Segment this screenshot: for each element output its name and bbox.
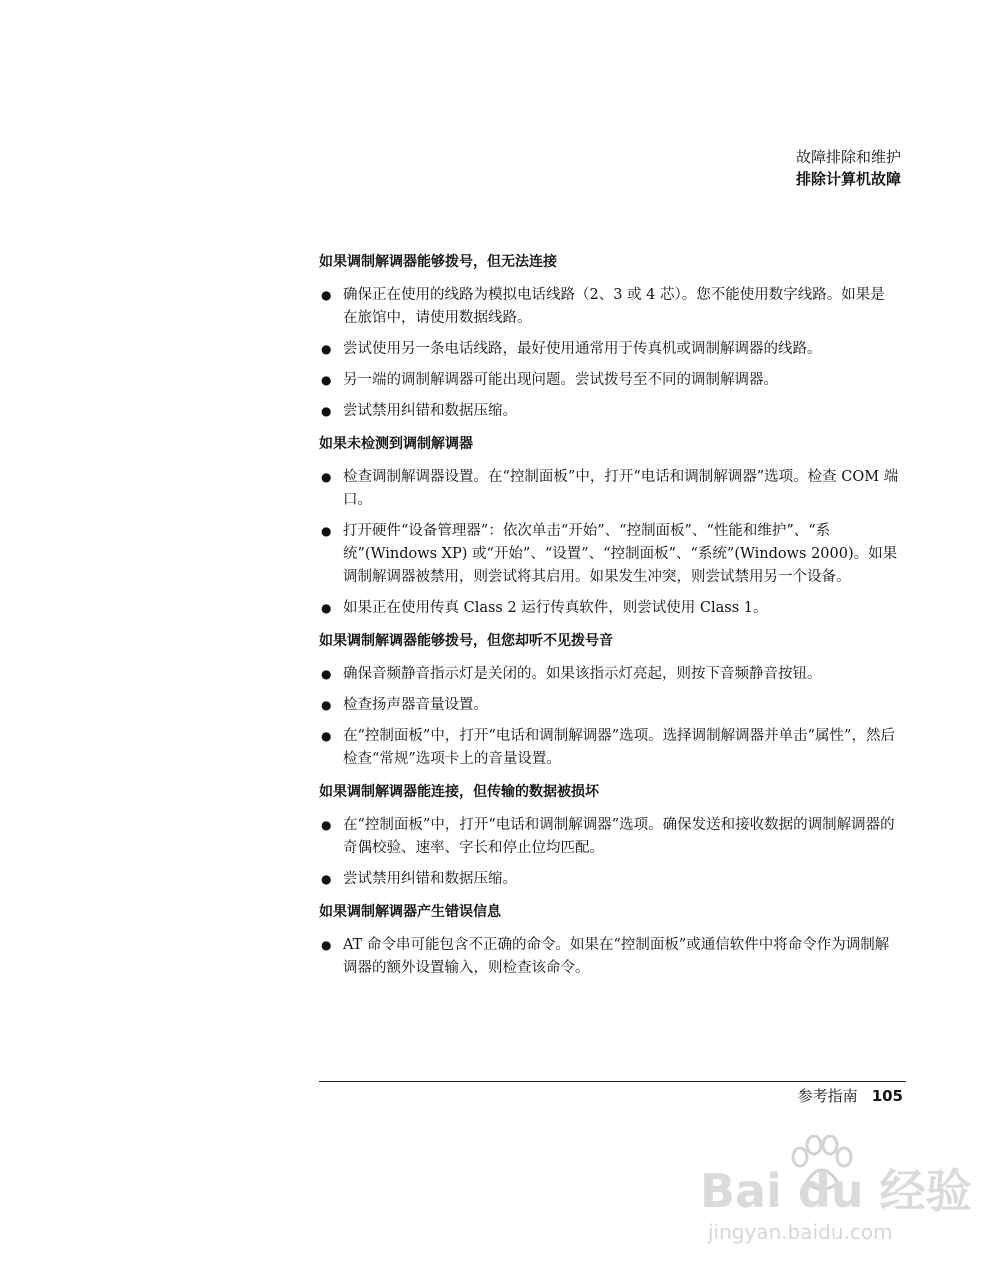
bullet-list — [319, 284, 899, 423]
page-number: 105 — [871, 1087, 903, 1105]
list-item — [319, 466, 899, 512]
bullet-icon: ● — [321, 872, 332, 886]
list-item — [319, 663, 899, 686]
bullet-icon: ● — [321, 524, 332, 538]
list-item — [319, 284, 899, 330]
list-item-text: 另一端的调制解调器可能出现问题。尝试拨号至不同的调制解调器。 — [343, 372, 778, 388]
watermark-url: jingyan.baidu.com — [708, 1220, 893, 1244]
list-item-text: 如果正在使用传真 Class 2 运行传真软件，则尝试使用 Class 1。 — [343, 600, 768, 616]
list-item-text: 尝试使用另一条电话线路，最好使用通常用于传真机或调制解调器的线路。 — [343, 341, 822, 357]
list-item — [319, 694, 899, 717]
watermark-logo-text: Bai du 经验 — [700, 1164, 972, 1218]
header-section-title: 排除计算机故障 — [795, 170, 901, 188]
section-dial-no-connect — [319, 252, 899, 423]
list-item — [319, 520, 899, 589]
bullet-icon: ● — [321, 818, 332, 832]
bullet-icon: ● — [321, 373, 332, 387]
bullet-icon: ● — [321, 698, 332, 712]
list-item-text: 在“控制面板”中，打开“电话和调制解调器”选项。选择调制解调器并单击“属性”，然后检查“常规”选项卡上的音量设置。 — [343, 728, 895, 767]
list-item-text: AT 命令串可能包含不正确的命令。如果在“控制面板”或通信软件中将命令作为调制解调器的额外设置输入，则检查该命令。 — [343, 937, 890, 976]
list-item — [319, 725, 899, 771]
bullet-icon: ● — [321, 601, 332, 615]
list-item-text: 确保音频静音指示灯是关闭的。如果该指示灯亮起，则按下音频静音按钮。 — [343, 666, 822, 682]
section-heading: 如果调制解调器能够拨号，但您却听不见拨号音 — [319, 633, 613, 649]
bullet-icon: ● — [321, 667, 332, 681]
section-heading: 如果调制解调器能连接，但传输的数据被损坏 — [319, 784, 599, 800]
list-item — [319, 814, 899, 860]
list-item — [319, 338, 899, 361]
bullet-list — [319, 466, 899, 620]
bullet-icon: ● — [321, 288, 332, 302]
page-content — [319, 252, 899, 991]
footer-divider — [319, 1081, 906, 1082]
section-corrupted-data — [319, 782, 899, 891]
list-item — [319, 400, 899, 423]
bullet-list — [319, 663, 899, 771]
bullet-icon: ● — [321, 404, 332, 418]
list-item-text: 尝试禁用纠错和数据压缩。 — [343, 871, 517, 887]
running-header — [796, 146, 901, 190]
page-footer — [798, 1085, 903, 1107]
section-heading: 如果未检测到调制解调器 — [319, 436, 473, 452]
section-modem-not-detected — [319, 434, 899, 620]
bullet-icon: ● — [321, 729, 332, 743]
list-item — [319, 597, 899, 620]
header-chapter-title: 故障排除和维护 — [795, 148, 901, 166]
list-item-text: 确保正在使用的线路为模拟电话线路（2、3 或 4 芯）。您不能使用数字线路。如果是在旅馆中，请使用数据线路。 — [343, 287, 885, 326]
bullet-icon: ● — [321, 938, 332, 952]
bullet-list — [319, 934, 899, 980]
section-error-messages — [319, 902, 899, 980]
list-item-text: 打开硬件“设备管理器”：依次单击“开始”、“控制面板”、“性能和维护”、“系统”(Windows XP) 或“开始”、“设置”、“控制面板”、“系统”(Windows 2000)。如果调制解调器被禁用，则尝试将其启用。如果发生冲突，则尝试禁用另一个设备。 — [343, 523, 898, 585]
list-item-text: 检查扬声器音量设置。 — [343, 697, 488, 713]
bullet-icon: ● — [321, 470, 332, 484]
bullet-list — [319, 814, 899, 891]
bullet-icon: ● — [321, 342, 332, 356]
section-no-dial-tone — [319, 631, 899, 771]
section-heading: 如果调制解调器产生错误信息 — [319, 904, 501, 920]
list-item — [319, 934, 899, 980]
list-item-text: 检查调制解调器设置。在“控制面板”中，打开“电话和调制解调器”选项。检查 COM 端口。 — [343, 469, 899, 508]
footer-label: 参考指南 — [797, 1087, 858, 1105]
section-heading: 如果调制解调器能够拨号，但无法连接 — [319, 254, 557, 270]
list-item — [319, 369, 899, 392]
list-item — [319, 868, 899, 891]
baidu-jingyan-watermark — [700, 1135, 972, 1265]
list-item-text: 在“控制面板”中，打开“电话和调制解调器”选项。确保发送和接收数据的调制解调器的奇偶校验、速率、字长和停止位均匹配。 — [343, 817, 895, 856]
list-item-text: 尝试禁用纠错和数据压缩。 — [343, 403, 517, 419]
